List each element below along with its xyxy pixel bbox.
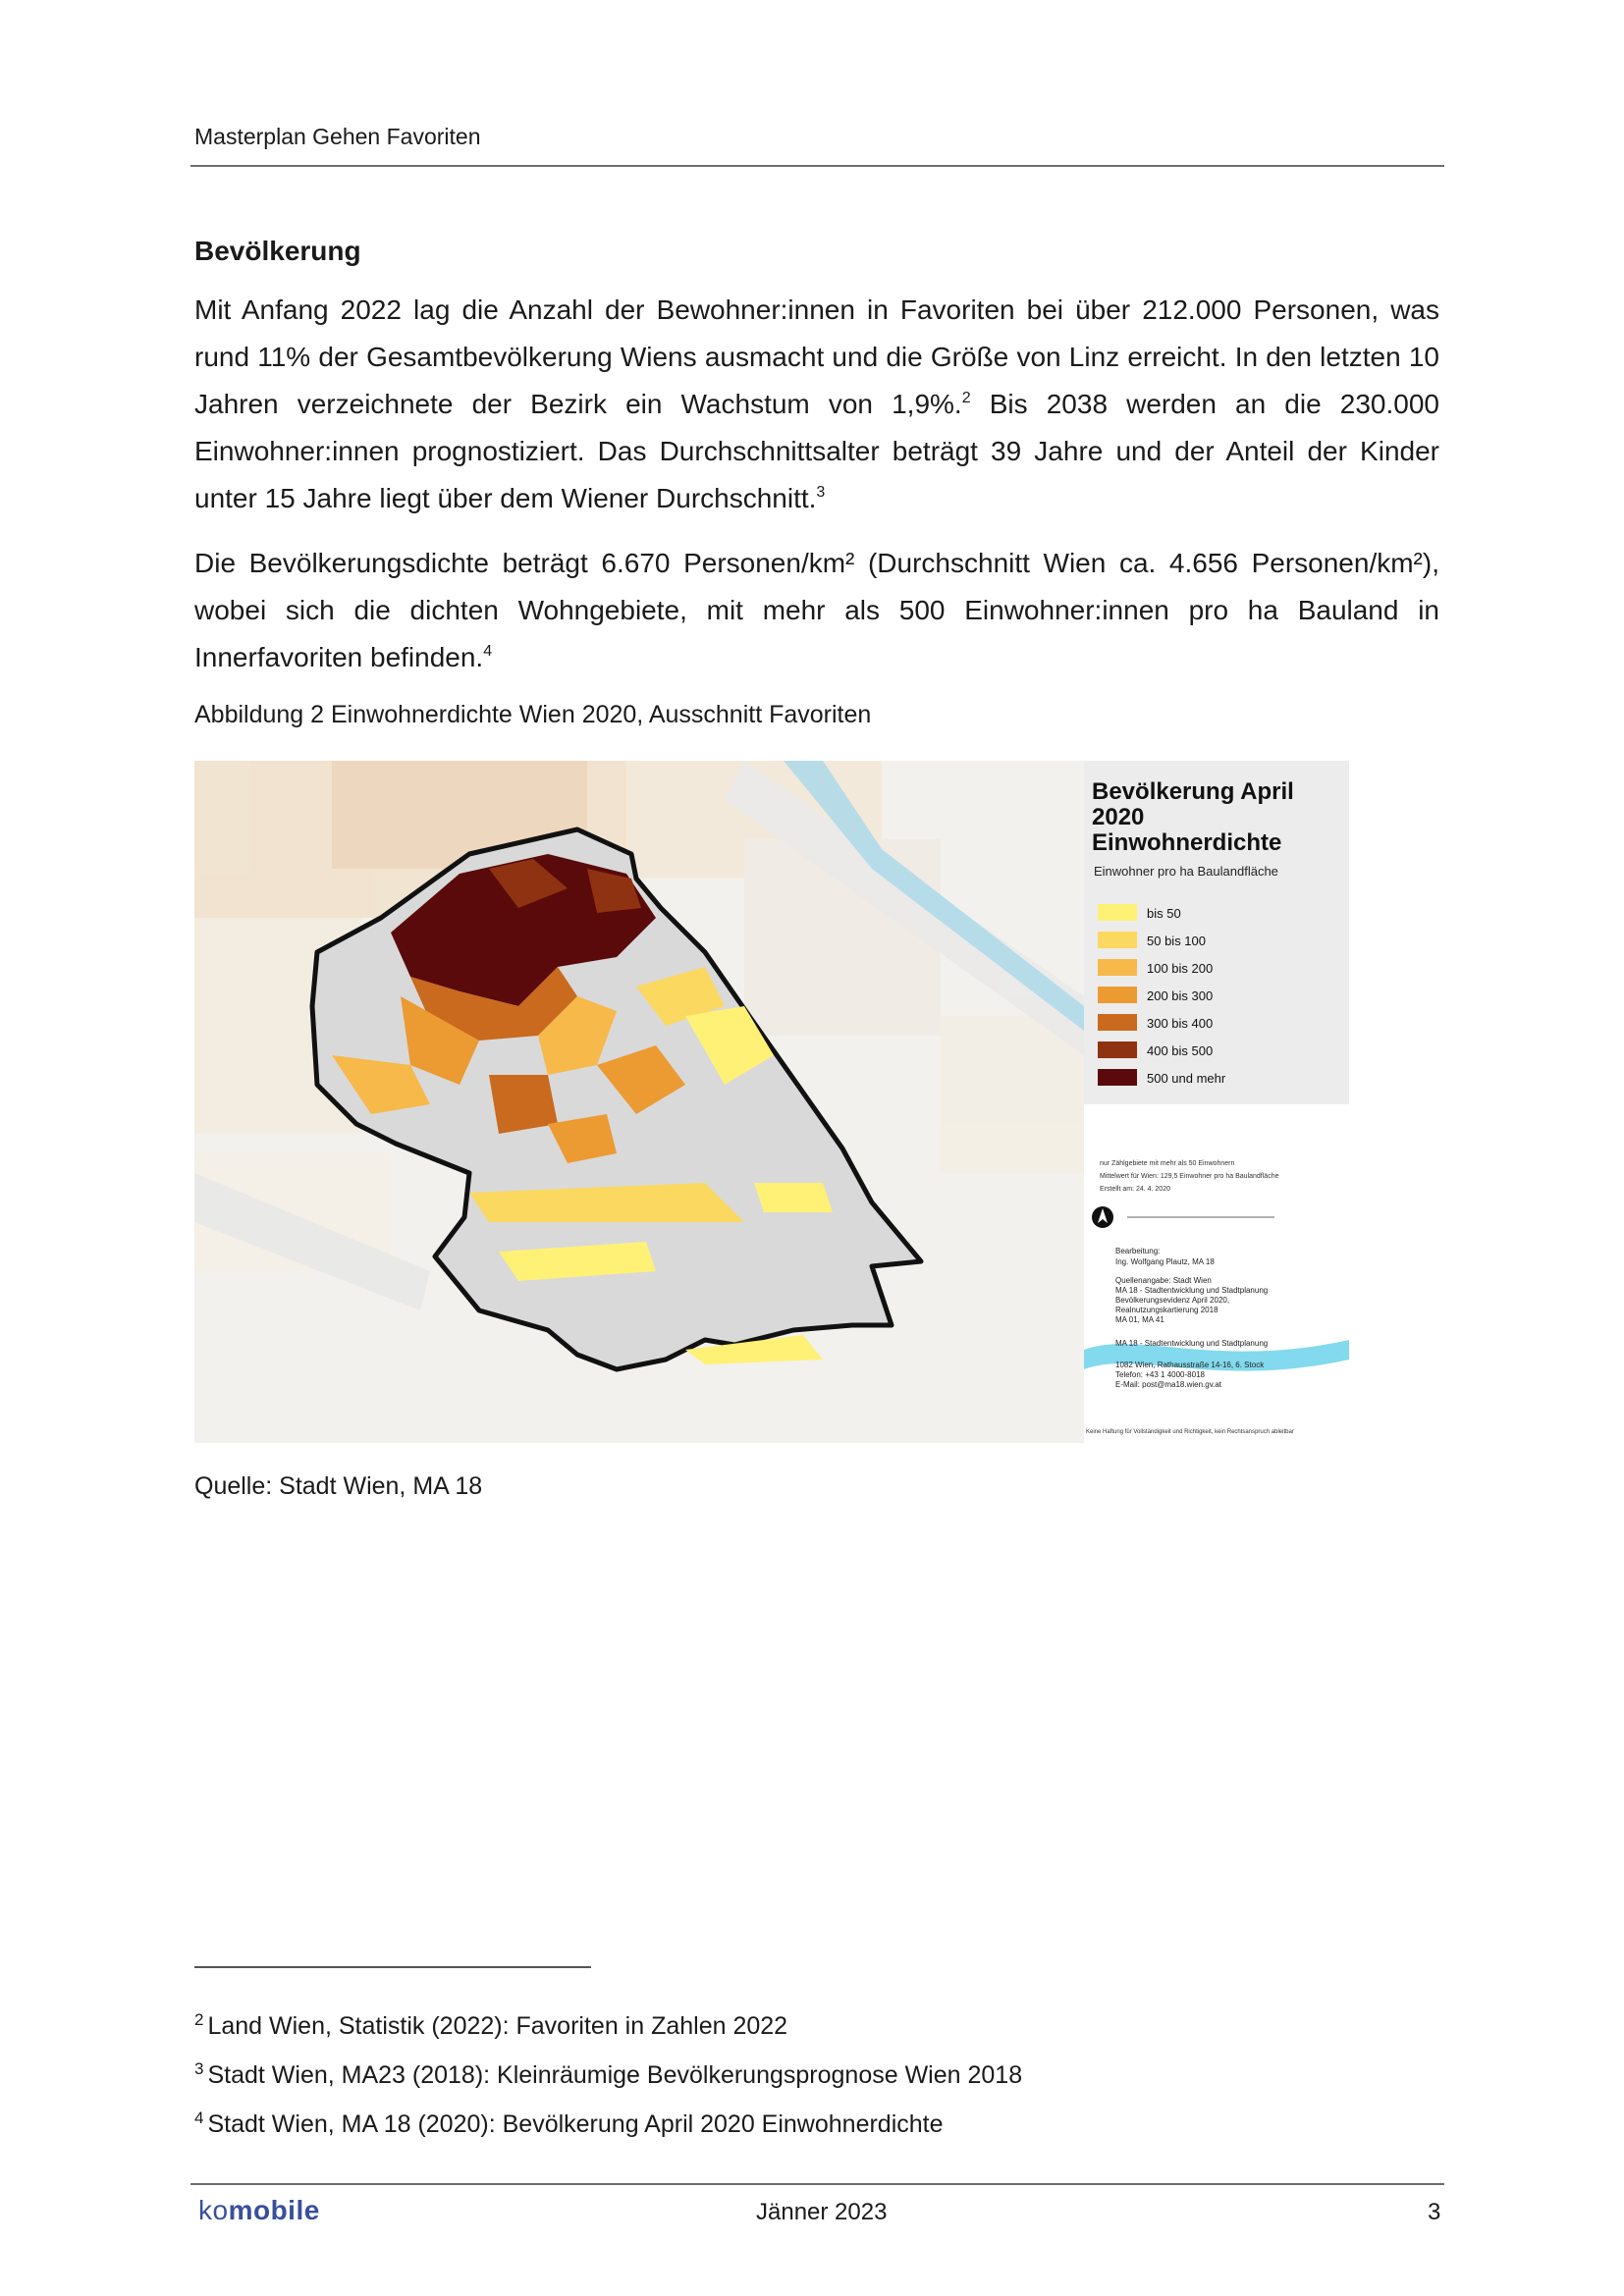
legend-source: Quellenangabe: Stadt Wien — [1115, 1276, 1212, 1285]
legend-class-label: bis 50 — [1147, 906, 1181, 921]
paragraph-text: Mit Anfang 2022 lag die Anzahl der Bewohner:innen in Favoriten bei über 212.000 Personen, was rund 11% der Gesamtbevölkerung Wiens ausmacht und die Größe von Linz erreicht. In den letzten 10 Jahren verzeichnete der Bezirk ein Wachstum von 1,9%. — [194, 294, 1439, 419]
section-heading: Bevölkerung — [194, 236, 361, 266]
legend-swatch — [1098, 959, 1137, 976]
legend-title-line1: Bevölkerung April — [1092, 778, 1294, 805]
legend-edit-name: Ing. Wolfgang Plautz, MA 18 — [1115, 1257, 1215, 1266]
footnote-text: Stadt Wien, MA 18 (2020): Bevölkerung April 2020 Einwohnerdichte — [207, 2110, 944, 2138]
footnote-item — [194, 2109, 944, 2139]
legend-source: Realnutzungskartierung 2018 — [1115, 1306, 1218, 1314]
legend-swatch — [1098, 987, 1137, 1003]
legend-swatch — [1098, 1014, 1137, 1031]
legend-class-label: 100 bis 200 — [1147, 961, 1214, 976]
map-legend — [1084, 761, 1349, 1443]
legend-swatch — [1098, 932, 1137, 948]
legend-source: MA 18 - Stadtentwicklung und Stadtplanung — [1115, 1286, 1269, 1295]
page-number: 3 — [1428, 2199, 1441, 2225]
paragraph-text: Die Bevölkerungsdichte beträgt 6.670 Personen/km² (Durchschnitt Wien ca. 4.656 Personen/km²), wobei sich die dichten Wohngebiete, mit mehr als 500 Einwohner:innen pro ha Bauland in Innerfavoriten befinden. — [194, 548, 1439, 672]
legend-subtitle: Einwohner pro ha Baulandfläche — [1094, 864, 1278, 879]
footer-date: Jänner 2023 — [756, 2199, 888, 2225]
legend-note: nur Zählgebiete mit mehr als 50 Einwohnern — [1100, 1160, 1235, 1167]
figure-caption: Abbildung 2 Einwohnerdichte Wien 2020, Ausschnitt Favoriten — [194, 701, 872, 728]
legend-class-label: 400 bis 500 — [1147, 1043, 1214, 1058]
density-map-figure — [194, 761, 1349, 1443]
legend-swatch — [1098, 904, 1137, 921]
legend-swatch — [1098, 1041, 1137, 1058]
legend-source: MA 01, MA 41 — [1115, 1315, 1164, 1324]
footnote-item — [194, 2010, 787, 2041]
legend-email: E-Mail: post@ma18.wien.gv.at — [1115, 1380, 1222, 1389]
legend-title-line3: Einwohnerdichte — [1092, 829, 1282, 856]
footnote-number: 3 — [194, 2059, 204, 2078]
legend-address: 1082 Wien, Rathausstraße 14-16, 6. Stock — [1115, 1361, 1265, 1369]
footnote-number: 2 — [194, 2010, 204, 2029]
legend-dept: MA 18 - Stadtentwicklung und Stadtplanung — [1115, 1339, 1269, 1348]
legend-source: Bevölkerungsevidenz April 2020, — [1115, 1296, 1230, 1305]
map-area — [194, 761, 1084, 1443]
legend-swatch — [1098, 1069, 1137, 1086]
legend-edit-label: Bearbeitung: — [1115, 1247, 1161, 1255]
legend-note: Erstellt am: 24. 4. 2020 — [1100, 1186, 1170, 1193]
legend-phone: Telefon: +43 1 4000-8018 — [1115, 1370, 1205, 1379]
footnote-divider — [194, 1966, 591, 1968]
paragraph-text: Bis 2038 werden an die 230.000 Einwohner:innen prognostiziert. Das Durchschnittsalter beträgt 39 Jahre und der Anteil der Kinder unter 15 Jahre liegt über dem Wiener Durchschnitt. — [194, 389, 1439, 513]
figure-source: Quelle: Stadt Wien, MA 18 — [194, 1472, 483, 1500]
logo-part: ko — [198, 2195, 229, 2225]
footnote-ref: 2 — [961, 390, 971, 406]
footnote-item — [194, 2059, 1022, 2090]
footer-divider — [190, 2183, 1444, 2185]
logo-part: mobile — [228, 2195, 320, 2225]
komobile-logo — [198, 2195, 320, 2226]
legend-disclaimer: Keine Haftung für Vollständigkeit und Richtigkeit, kein Rechtsanspruch ableitbar — [1086, 1429, 1294, 1435]
footnote-number: 4 — [194, 2109, 204, 2127]
legend-title-line2: 2020 — [1092, 804, 1145, 830]
page-header-title: Masterplan Gehen Favoriten — [194, 124, 481, 149]
footnote-text: Land Wien, Statistik (2022): Favoriten in Zahlen 2022 — [207, 2012, 788, 2040]
legend-class-label: 200 bis 300 — [1147, 988, 1214, 1003]
footnote-ref: 4 — [483, 643, 493, 660]
footnote-ref: 3 — [816, 484, 826, 501]
legend-class-label: 300 bis 400 — [1147, 1016, 1214, 1031]
paragraph-population — [194, 287, 1439, 522]
paragraph-density — [194, 540, 1439, 681]
legend-note: Mittelwert für Wien: 129,5 Einwohner pro ha Baulandfläche — [1100, 1173, 1279, 1180]
legend-class-label: 500 und mehr — [1147, 1071, 1226, 1086]
footnote-text: Stadt Wien, MA23 (2018): Kleinräumige Bevölkerungsprognose Wien 2018 — [207, 2061, 1023, 2089]
legend-class-label: 50 bis 100 — [1147, 934, 1206, 948]
header-divider — [190, 165, 1444, 167]
